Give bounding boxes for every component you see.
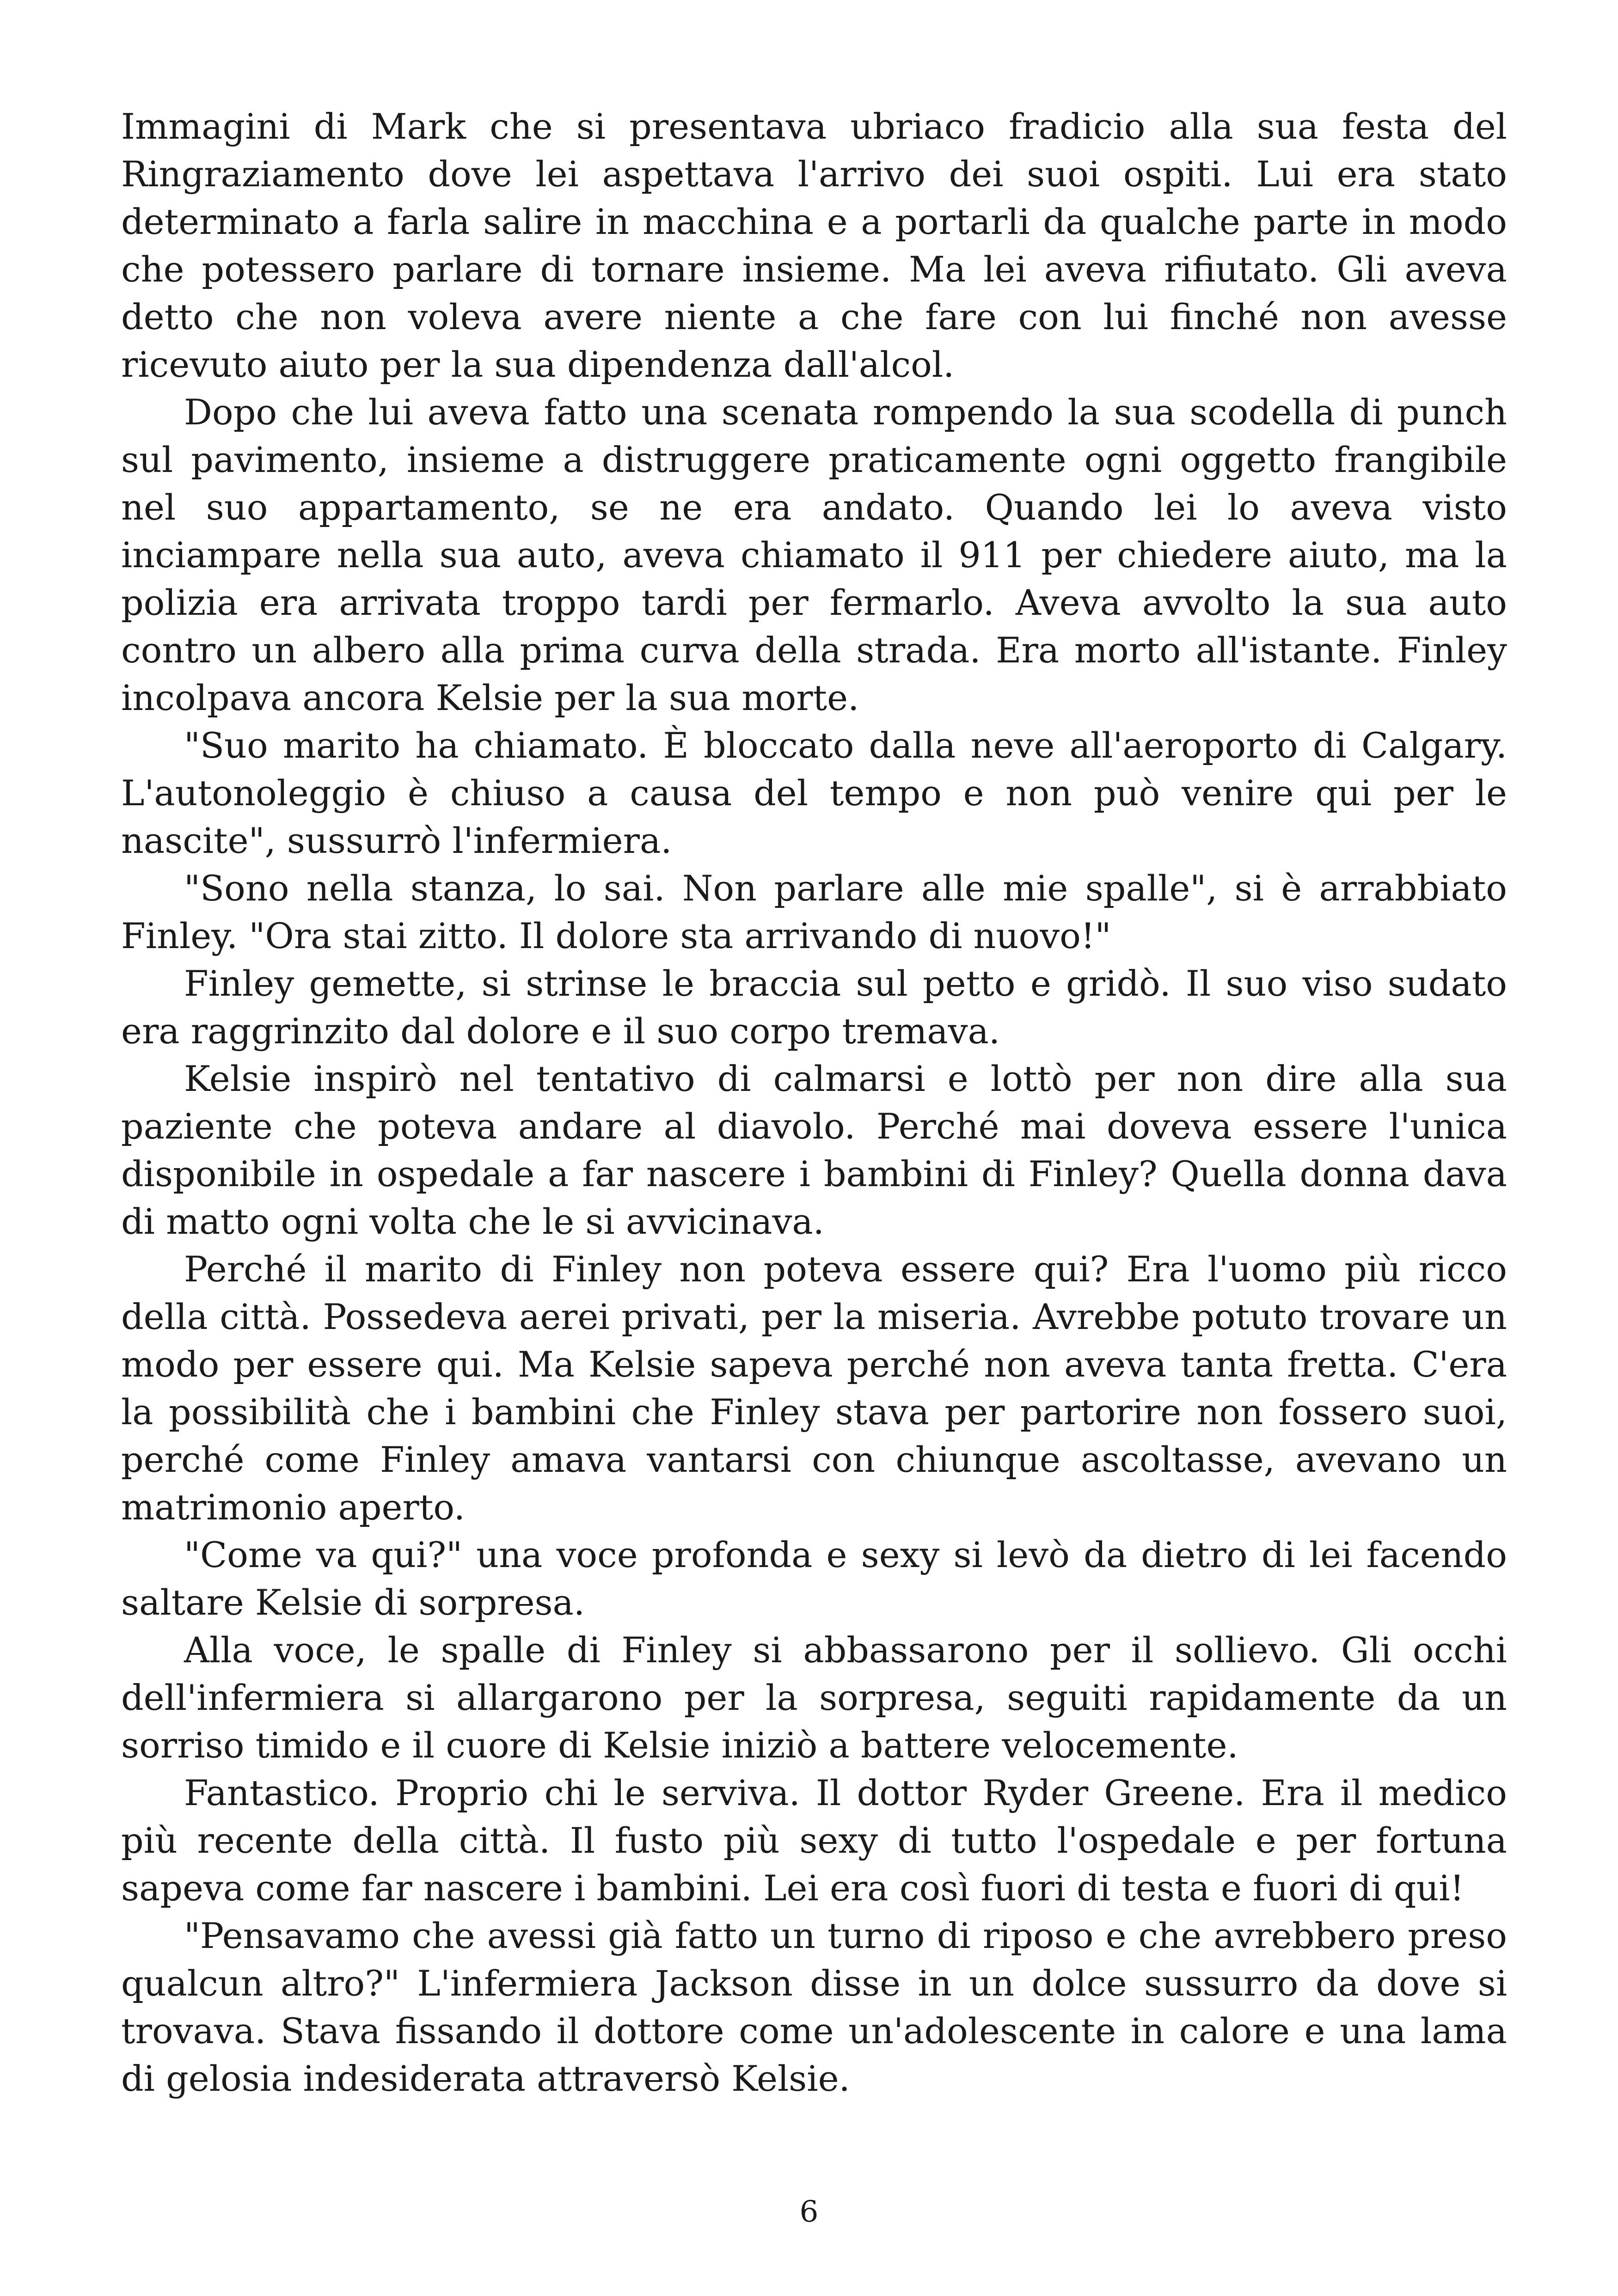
paragraph: Perché il marito di Finley non poteva essere qui? Era l'uomo più ricco della città. Possedeva aerei privati, per la miseria. Avrebbe potuto trovare un modo per essere qui. Ma Kelsie sapeva perché non aveva tanta fretta. C'era la possibilità che i bambini che Finley stava per partorire non fossero suoi, perché come Finley amava vantarsi con chiunque ascoltasse, avevano un matrimonio aperto. <box>121 1249 1507 1528</box>
paragraph: "Sono nella stanza, lo sai. Non parlare alle mie spalle", si è arrabbiato Finley. "Ora stai zitto. Il dolore sta arrivando di nuovo!" <box>121 868 1507 956</box>
paragraph: Immagini di Mark che si presentava ubriaco fradicio alla sua festa del Ringraziamento dove lei aspettava l'arrivo dei suoi ospiti. Lui era stato determinato a farla salire in macchina e a portarli da qualche parte in modo che potessero parlare di tornare insieme. Ma lei aveva rifiutato. Gli aveva detto che non voleva avere niente a che fare con lui finché non avesse ricevuto aiuto per la sua dipendenza dall'alcol. <box>121 106 1507 385</box>
page-number: 6 <box>799 2195 819 2229</box>
paragraph: "Suo marito ha chiamato. È bloccato dalla neve all'aeroporto di Calgary. L'autonoleggio è chiuso a causa del tempo e non può venire qui per le nascite", sussurrò l'infermiera. <box>121 725 1507 861</box>
paragraph: "Come va qui?" una voce profonda e sexy si levò da dietro di lei facendo saltare Kelsie di sorpresa. <box>121 1534 1507 1623</box>
page-body <box>121 103 1507 2102</box>
paragraph: Kelsie inspirò nel tentativo di calmarsi e lottò per non dire alla sua paziente che poteva andare al diavolo. Perché mai doveva essere l'unica disponibile in ospedale a far nascere i bambini di Finley? Quella donna dava di matto ogni volta che le si avvicinava. <box>121 1058 1507 1242</box>
paragraph: Finley gemette, si strinse le braccia sul petto e gridò. Il suo viso sudato era raggrinzito dal dolore e il suo corpo tremava. <box>121 963 1507 1052</box>
paragraph: Alla voce, le spalle di Finley si abbassarono per il sollievo. Gli occhi dell'infermiera si allargarono per la sorpresa, seguiti rapidamente da un sorriso timido e il cuore di Kelsie iniziò a battere velocemente. <box>121 1629 1507 1766</box>
paragraph: Dopo che lui aveva fatto una scenata rompendo la sua scodella di punch sul pavimento, insieme a distruggere praticamente ogni oggetto frangibile nel suo appartamento, se ne era andato. Quando lei lo aveva visto inciampare nella sua auto, aveva chiamato il 911 per chiedere aiuto, ma la polizia era arrivata troppo tardi per fermarlo. Aveva avvolto la sua auto contro un albero alla prima curva della strada. Era morto all'istante. Finley incolpava ancora Kelsie per la sua morte. <box>121 392 1507 718</box>
paragraph: Fantastico. Proprio chi le serviva. Il dottor Ryder Greene. Era il medico più recente della città. Il fusto più sexy di tutto l'ospedale e per fortuna sapeva come far nascere i bambini. Lei era così fuori di testa e fuori di qui! <box>121 1772 1507 1909</box>
paragraph: "Pensavamo che avessi già fatto un turno di riposo e che avrebbero preso qualcun altro?" L'infermiera Jackson disse in un dolce sussurro da dove si trovava. Stava fissando il dottore come un'adolescente in calore e una lama di gelosia indesiderata attraversò Kelsie. <box>121 1915 1507 2099</box>
